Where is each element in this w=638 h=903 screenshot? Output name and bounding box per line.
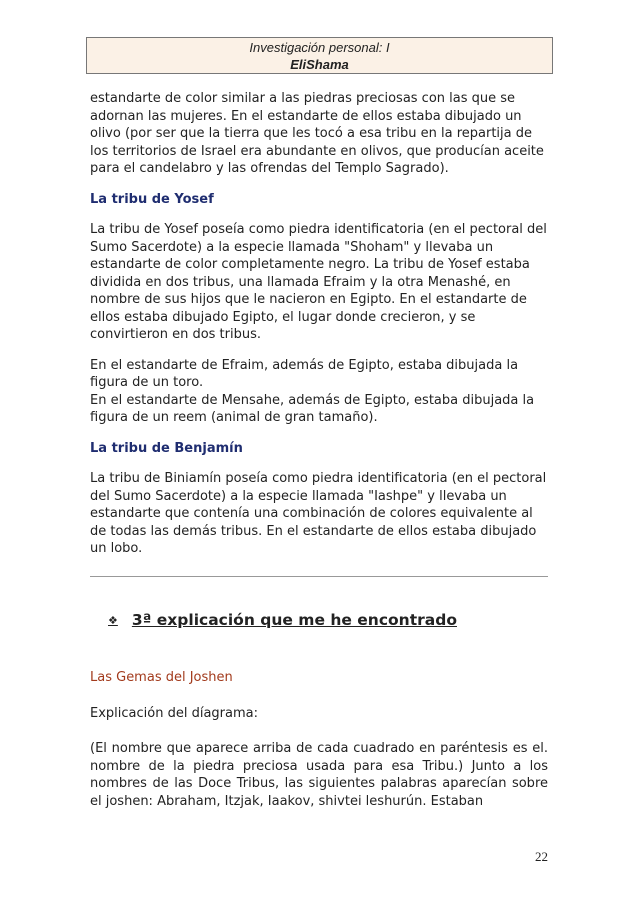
paragraph-benjamin: La tribu de Biniamín poseía como piedra identificatoria (en el pectoral del Sumo Sacerdote) a la especie llamada "Iashpe" y llevaba un estandarte que contenía una combinación de colores equivalente al de todas las demás tribus. En el estandarte de ellos estaba dibujado un lobo. [90,471,547,556]
paragraph-olivo: estandarte de color similar a las piedras preciosas con las que se adornan las mujeres. En el estandarte de ellos estaba dibujado un olivo (por ser que la tierra que les tocó a esa tribu en la repartija de los territorios de Israel era abundante en olivos, que producían aceite para el candelabro y las ofrendas del Templo Sagrado). [90,91,544,176]
main-content [90,90,548,571]
section-title-text: 3ª explicación que me he encontrado [131,611,457,629]
gems-paragraph: (El nombre que aparece arriba de cada cuadrado en paréntesis es el. nombre de la piedra preciosa usada para esa Tribu.) Junto a los nombres de las Doce Tribus, las siguientes palabras aparecían sobre el joshen: Abraham, Itzjak, Iaakov, shivtei leshurún. Estaban [90,741,548,809]
paragraph-efraim-menashe [90,357,548,427]
line-efraim: En el estandarte de Efraim, además de Egipto, estaba dibujada la figura de un toro. [90,357,519,390]
gems-title: Las Gemas del Joshen [90,670,233,685]
paragraph-yosef: La tribu de Yosef poseía como piedra identificatoria (en el pectoral del Sumo Sacerdote) a la especie llamada "Shoham" y llevaba un estandarte de color completamente negro. La tribu de Yosef estaba dividida en dos tribus, una llamada Efraim y la otra Menashé, en nombre de sus hijos que le nacieron en Egipto. En el estandarte de ellos estaba dibujado Egipto, el lugar donde crecieron, y se convirtieron en dos tribus. [90,222,547,342]
page-number: 22 [535,849,548,864]
line-menashe: En el estandarte de Mensahe, además de Egipto, estaba dibujada la figura de un reem (animal de gran tamaño). [90,392,535,425]
header-author: EliShama [290,57,349,72]
diamond-bullet-icon: ❖ [108,613,118,627]
diagram-label: Explicación del díagrama: [90,706,258,721]
page-header [86,37,553,74]
heading-benjamin: La tribu de Benjamín [90,440,243,456]
heading-yosef: La tribu de Yosef [90,191,214,207]
header-title: Investigación personal: I [249,40,390,55]
section-heading [108,611,457,629]
horizontal-divider [90,576,548,577]
